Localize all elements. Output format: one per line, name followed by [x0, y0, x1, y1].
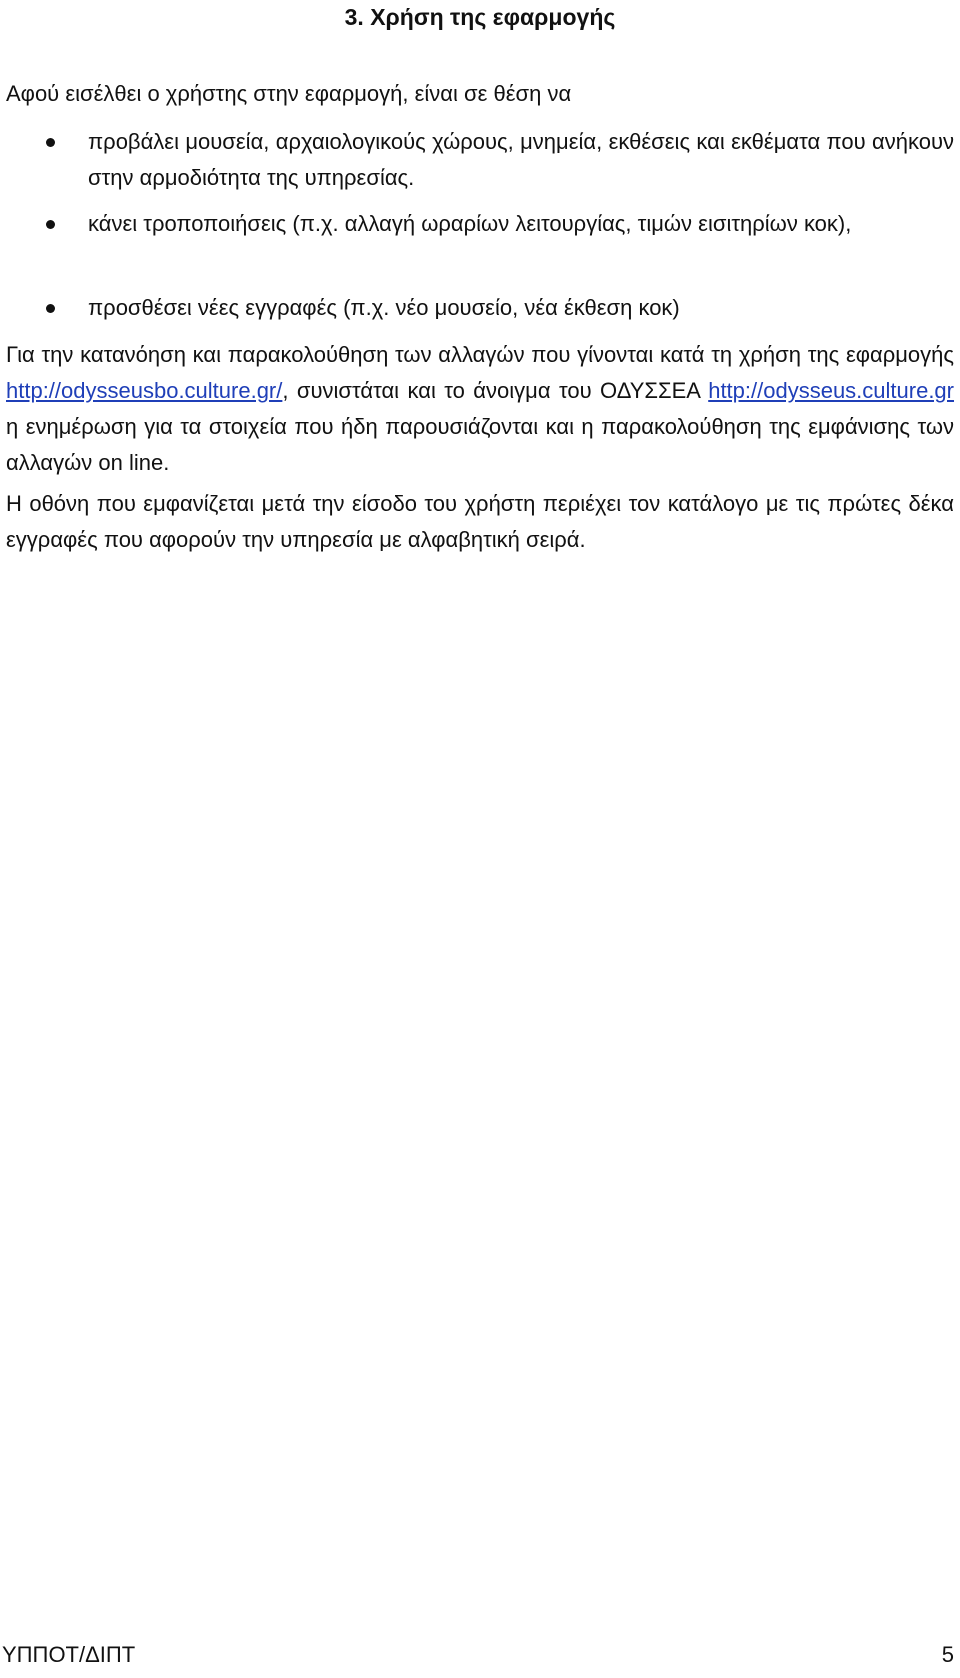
odysseusbo-link[interactable]: http://odysseusbo.culture.gr/: [6, 378, 283, 403]
page-number: 5: [941, 1642, 954, 1667]
monitoring-paragraph: [6, 337, 954, 481]
list-item-text: προσθέσει νέες εγγραφές (π.χ. νέο μουσείο, νέα έκθεση κοκ): [88, 295, 680, 320]
bullet-icon: [46, 304, 55, 313]
list-item: [0, 124, 960, 198]
section-heading: 3. Χρήση της εφαρμογής: [344, 4, 616, 30]
bullet-icon: [46, 138, 55, 147]
list-item: [0, 206, 960, 290]
paragraph-text: Για την κατανόηση και παρακολούθηση των αλλαγών που γίνονται κατά τη χρήση της εφαρμογής: [6, 342, 954, 367]
screen-description-paragraph: Η οθόνη που εμφανίζεται μετά την είσοδο του χρήστη περιέχει τον κατάλογο με τις πρώτες δέκα εγγραφές που αφορούν την υπηρεσία με αλφαβητική σειρά.: [6, 491, 954, 552]
intro-paragraph: Αφού εισέλθει ο χρήστης στην εφαρμογή, είναι σε θέση να: [6, 81, 572, 106]
odysseus-link[interactable]: http://odysseus.culture.gr: [708, 378, 954, 403]
page-footer: [0, 1637, 960, 1673]
footer-department: ΥΠΠΟΤ/ΔΙΠΤ: [2, 1642, 136, 1667]
list-item-text: προβάλει μουσεία, αρχαιολογικούς χώρους, μνημεία, εκθέσεις και εκθέματα που ανήκουν στην αρμοδιότητα της υπηρεσίας.: [88, 129, 954, 190]
capabilities-list: [0, 124, 960, 334]
list-item: [0, 290, 960, 334]
list-item-text: κάνει τροποποιήσεις (π.χ. αλλαγή ωραρίων λειτουργίας, τιμών εισιτηρίων κοκ),: [88, 211, 852, 236]
paragraph-text: η ενημέρωση για τα στοιχεία που ήδη παρουσιάζονται και η παρακολούθηση της εμφάνισης των αλλαγών on line.: [6, 414, 954, 475]
paragraph-text: , συνιστάται και το άνοιγμα του ΟΔΥΣΣΕΑ: [282, 378, 709, 403]
bullet-icon: [46, 220, 55, 229]
